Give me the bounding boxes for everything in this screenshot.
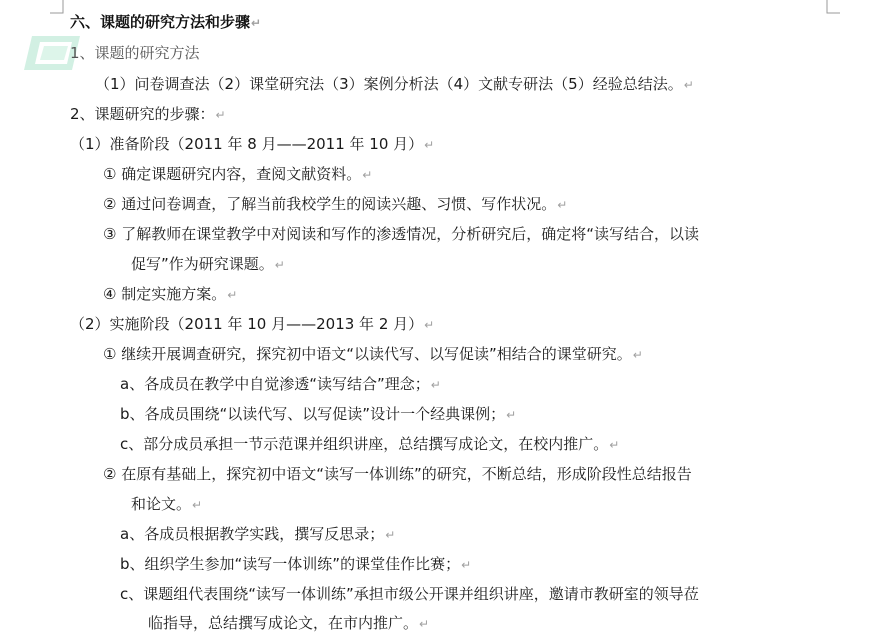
stage-1-item-3-continued: 促写”作为研究课题。↵ — [131, 255, 285, 273]
stage-2-item-2: ② 在原有基础上，探究初中语文“读写一体训练”的研究，不断总结，形成阶段性总结报告 — [103, 465, 692, 483]
stage-2-item-1-a: a、各成员在教学中自觉渗透“读写结合”理念；↵ — [120, 375, 441, 393]
stage-2-item-2-a: a、各成员根据教学实践，撰写反思录；↵ — [120, 525, 396, 543]
corner-mark-top-right — [826, 0, 840, 14]
paragraph-mark: ↵ — [506, 408, 517, 422]
paragraph-mark: ↵ — [385, 528, 396, 542]
paragraph-mark: ↵ — [609, 438, 620, 452]
section-heading: 六、课题的研究方法和步骤↵ — [70, 13, 262, 31]
stage-1-item-4: ④ 制定实施方案。↵ — [103, 285, 238, 303]
stage-2-item-2-c-continued: 临指导，总结撰写成论文，在市内推广。↵ — [148, 614, 430, 632]
subheading-methods: 1、课题的研究方法 — [70, 44, 200, 62]
paragraph-mark: ↵ — [461, 558, 472, 572]
paragraph-mark: ↵ — [227, 288, 238, 302]
paragraph-mark: ↵ — [419, 617, 430, 631]
stage-2-item-1-b: b、各成员围绕“以读代写、以写促读”设计一个经典课例；↵ — [120, 405, 517, 423]
paragraph-mark: ↵ — [251, 16, 262, 30]
paragraph-mark: ↵ — [274, 258, 285, 272]
stage-2-item-1: ① 继续开展调查研究，探究初中语文“以读代写、以写促读”相结合的课堂研究。↵ — [103, 345, 643, 363]
stage-1-item-1: ① 确定课题研究内容，查阅文献资料。↵ — [103, 165, 373, 183]
paragraph-mark: ↵ — [430, 378, 441, 392]
paragraph-mark: ↵ — [424, 138, 435, 152]
stage-1-title: （1）准备阶段（2011 年 8 月——2011 年 10 月）↵ — [70, 135, 435, 153]
paragraph-mark: ↵ — [192, 498, 203, 512]
paragraph-mark: ↵ — [683, 78, 694, 92]
stage-2-item-2-c: c、课题组代表围绕“读写一体训练”承担市级公开课并组织讲座，邀请市教研室的领导莅 — [120, 585, 699, 603]
methods-list: （1）问卷调查法（2）课堂研究法（3）案例分析法（4）文献专研法（5）经验总结法。↵ — [95, 75, 694, 93]
paragraph-mark: ↵ — [424, 318, 435, 332]
stage-2-title: （2）实施阶段（2011 年 10 月——2013 年 2 月）↵ — [70, 315, 435, 333]
paragraph-mark: ↵ — [362, 168, 373, 182]
stage-2-item-1-c: c、部分成员承担一节示范课并组织讲座，总结撰写成论文，在校内推广。↵ — [120, 435, 620, 453]
corner-mark-top-left — [50, 0, 64, 14]
stage-2-item-2-b: b、组织学生参加“读写一体训练”的课堂佳作比赛；↵ — [120, 555, 472, 573]
paragraph-mark: ↵ — [632, 348, 643, 362]
stage-1-item-2: ② 通过问卷调查，了解当前我校学生的阅读兴趣、习惯、写作状况。↵ — [103, 195, 568, 213]
stage-1-item-3: ③ 了解教师在课堂教学中对阅读和写作的渗透情况，分析研究后，确定将“读写结合，以读 — [103, 225, 699, 243]
paragraph-mark: ↵ — [215, 108, 226, 122]
paragraph-mark: ↵ — [557, 198, 568, 212]
subheading-steps: 2、课题研究的步骤：↵ — [70, 105, 226, 123]
stage-2-item-2-continued: 和论文。↵ — [131, 495, 203, 513]
